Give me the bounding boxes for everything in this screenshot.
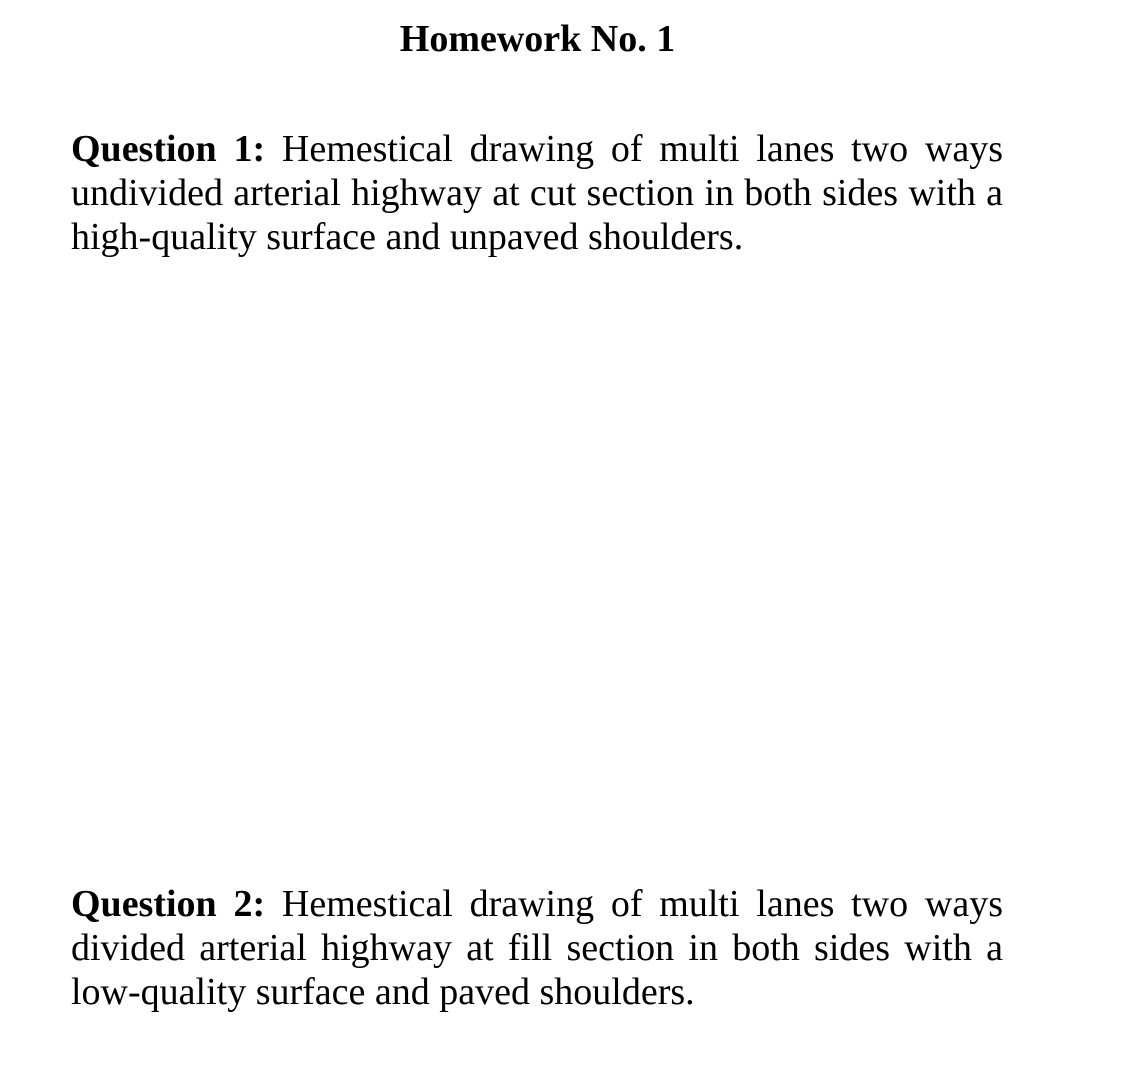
question-1 xyxy=(71,127,1003,259)
question-2-label: Question 2: xyxy=(71,883,266,925)
question-1-label: Question 1: xyxy=(71,128,266,170)
question-2 xyxy=(71,882,1003,1014)
question-2-text: Hemestical drawing of multi lanes two ways divided arterial highway at fill section in both sides with a low-quality surface and paved shoulders. xyxy=(71,883,1003,1013)
question-1-text: Hemestical drawing of multi lanes two ways undivided arterial highway at cut section in both sides with a high-quality surface and unpaved shoulders. xyxy=(71,128,1003,258)
page-title: Homework No. 1 xyxy=(399,18,676,60)
